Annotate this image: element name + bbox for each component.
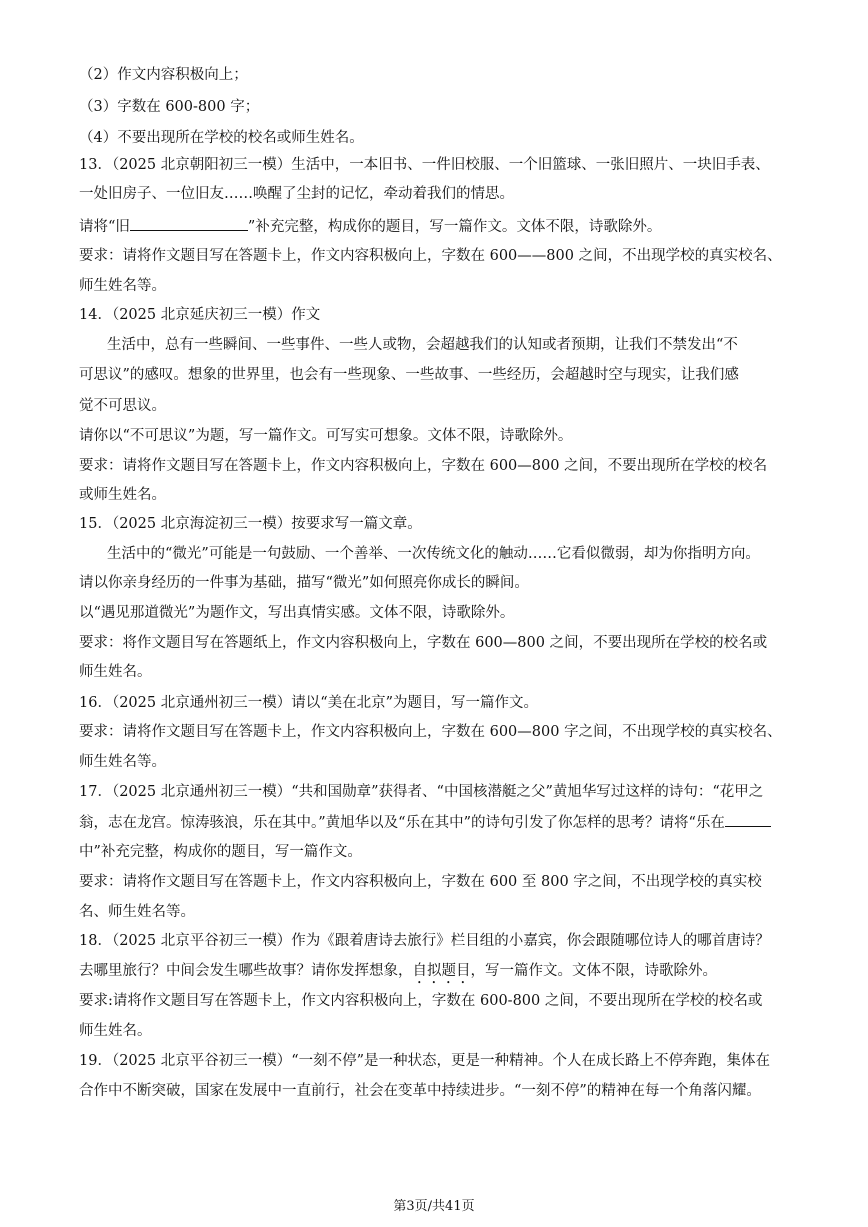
question-15-paragraph-cont: 请以你亲身经历的一件事为基础，描写“微光”如何照亮你成长的瞬间。 [79, 575, 529, 591]
question-18-requirement: 要求:请将作文题目写在答题卡上，作文内容积极向上，字数在 600-800 之间，不要出现所在学校的校名或 [79, 993, 763, 1009]
question-17-text-main: 翁，志在龙宫。惊涛骇浪，乐在其中。”黄旭华以及“乐在其中”的诗句引发了你怎样的思考？请将“乐在 [79, 815, 725, 831]
question-15-requirement-cont: 师生姓名。 [79, 664, 152, 680]
question-15-paragraph: 生活中的“微光”可能是一句鼓励、一个善举、一次传统文化的触动……它看似微弱，却为你指明方向。 [107, 546, 760, 562]
question-15-heading: 15．（2025 北京海淀初三一模）按要求写一篇文章。 [79, 516, 422, 532]
question-19-heading: 19．（2025 北京平谷初三一模）“一刻不停”是一种状态，更是一种精神。个人在成长路上不停奔跑，集体在 [79, 1053, 771, 1069]
question-14-requirement-cont: 或师生姓名。 [79, 487, 166, 503]
question-16-requirement: 要求：请将作文题目写在答题卡上，作文内容积极向上，字数在 600—800 字之间，不出现学校的真实校名、 [79, 724, 782, 740]
emphasized-phrase: 自拟题目 [412, 963, 471, 979]
question-13-text: 一处旧房子、一位旧友……唤醒了尘封的记忆，牵动着我们的情思。 [79, 186, 514, 202]
prompt-suffix: ”补充完整，构成你的题目，写一篇作文。文体不限，诗歌除外。 [247, 219, 662, 235]
question-14-requirement: 要求：请将作文题目写在答题卡上，作文内容积极向上，字数在 600—800 之间，不要出现所在学校的校名 [79, 458, 768, 474]
question-18-text-start: 去哪里旅行？中间会发生哪些故事？请你发挥想象， [79, 963, 413, 979]
question-15-requirement: 要求：将作文题目写在答题纸上，作文内容积极向上，字数在 600—800 之间，不要出现所在学校的校名或 [79, 635, 768, 651]
fill-blank [130, 216, 248, 231]
question-17-prompt: 中”补充完整，构成你的题目，写一篇作文。 [79, 844, 362, 860]
prompt-prefix: 请将“旧 [79, 219, 130, 235]
question-18-heading: 18．（2025 北京平谷初三一模）作为《跟着唐诗去旅行》栏目组的小嘉宾，你会跟随哪位诗人的哪首唐诗？ [79, 933, 770, 949]
question-18-requirement-cont: 师生姓名。 [79, 1023, 152, 1039]
question-14-heading: 14．（2025 北京延庆初三一模）作文 [79, 307, 321, 323]
requirement-line-3: （3）字数在 600-800 字； [79, 99, 260, 115]
question-13-prompt [79, 216, 799, 237]
page-number: 第3页/共41页 [393, 1199, 475, 1214]
question-13-heading: 13．（2025 北京朝阳初三一模）生活中，一本旧书、一件旧校服、一个旧篮球、一张旧照片、一块旧手表、 [79, 157, 770, 173]
question-14-prompt: 请你以“不可思议”为题，写一篇作文。可写实可想象。文体不限，诗歌除外。 [79, 428, 573, 444]
question-14-paragraph-end: 觉不可思议。 [79, 398, 166, 414]
fill-blank [725, 812, 771, 827]
question-17-requirement: 要求：请将作文题目写在答题卡上，作文内容积极向上，字数在 600 至 800 字之间，不出现学校的真实校 [79, 874, 762, 890]
question-19-text: 合作中不断突破，国家在发展中一直前行，社会在变革中持续进步。“一刻不停”的精神在每一个角落闪耀。 [79, 1083, 761, 1099]
requirement-line-4: （4）不要出现所在学校的校名或师生姓名。 [79, 130, 364, 146]
question-17-text [79, 812, 799, 833]
question-15-prompt: 以“遇见那道微光”为题作文，写出真情实感。文体不限，诗歌除外。 [79, 605, 515, 621]
requirement-line-2: （2）作文内容积极向上； [79, 67, 248, 83]
question-18-text [79, 961, 799, 987]
question-16-heading: 16．（2025 北京通州初三一模）请以“美在北京”为题目，写一篇作文。 [79, 695, 539, 711]
question-13-requirement: 要求：请将作文题目写在答题卡上，作文内容积极向上，字数在 600——800 之间，不出现学校的真实校名、 [79, 248, 782, 264]
question-18-text-end: ，写一篇作文。文体不限，诗歌除外。 [470, 963, 717, 979]
question-13-requirement-cont: 师生姓名等。 [79, 278, 166, 294]
question-16-requirement-cont: 师生姓名等。 [79, 754, 166, 770]
question-14-paragraph: 生活中，总有一些瞬间、一些事件、一些人或物，会超越我们的认知或者预期，让我们不禁发出“不 [107, 337, 738, 353]
question-17-requirement-cont: 名、师生姓名等。 [79, 904, 195, 920]
question-14-paragraph-cont: 可思议”的感叹。想象的世界里，也会有一些现象、一些故事、一些经历，会超越时空与现实，让我们感 [79, 367, 739, 383]
question-17-heading: 17．（2025 北京通州初三一模）“共和国勋章”获得者、“中国核潜艇之父”黄旭华写过这样的诗句：“花甲之 [79, 784, 764, 800]
